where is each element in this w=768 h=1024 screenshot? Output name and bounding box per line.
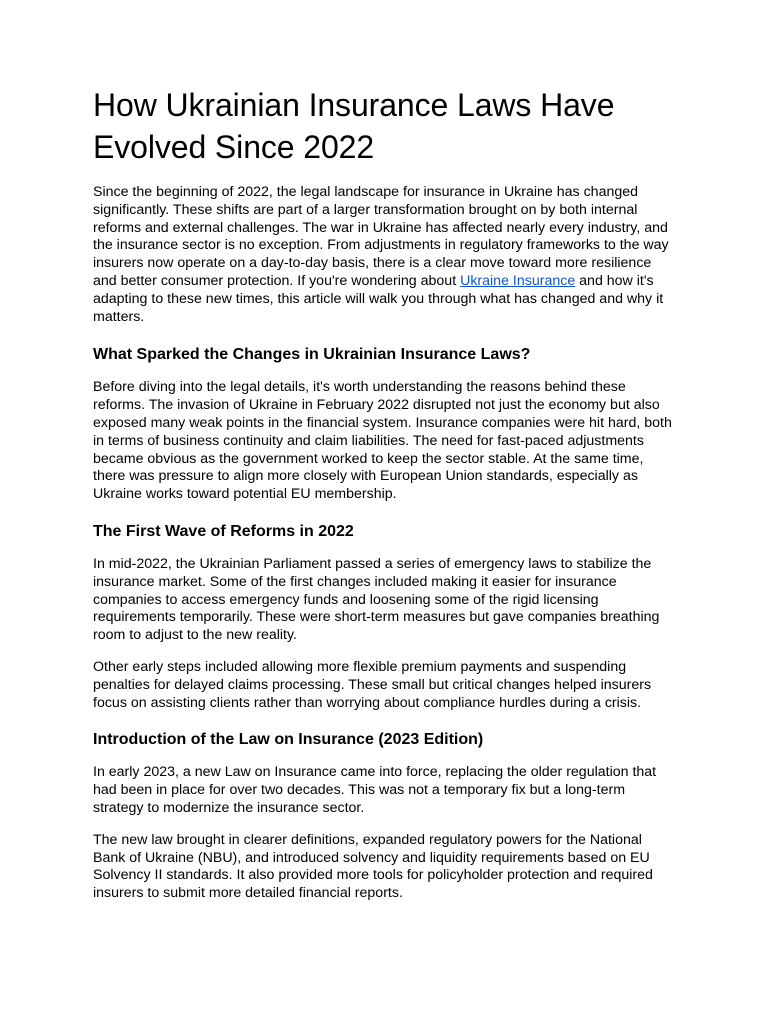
section-paragraph: Before diving into the legal details, it's worth understanding the reasons behind these reforms. The invasion of Ukraine in February 2022 disrupted not just the economy but also exposed many weak points in the financial system. Insurance companies were hit hard, both in terms of business continuity and claim liabilities. The need for fast-paced adjustments became obvious as the government worked to keep the sector stable. At the same time, there was pressure to align more closely with European Union standards, especially as Ukraine works toward potential EU membership. [93, 379, 672, 503]
section-paragraph: The new law brought in clearer definitions, expanded regulatory powers for the National Bank of Ukraine (NBU), and introduced solvency and liquidity requirements based on EU Solvency II standards. It also provided more tools for policyholder protection and required insurers to submit more detailed financial reports. [93, 831, 653, 902]
section-heading-law-on-insurance: Introduction of the Law on Insurance (2023 Edition) [93, 731, 484, 749]
article-title: How Ukrainian Insurance Laws Have Evolved Since 2022 [93, 87, 615, 165]
document-page [93, 84, 675, 903]
intro-text-after-link: and how it's adapting to these new times, this article will walk you through what has changed and why it matters. [93, 272, 664, 325]
intro-text-before-link: Since the beginning of 2022, the legal landscape for insurance in Ukraine has changed significantly. These shifts are part of a larger transformation brought on by both internal reforms and external challenges. The war in Ukraine has affected nearly every industry, and the insurance sector is no exception. From adjustments in regulatory frameworks to the way insurers now operate on a day-to-day basis, there is a clear move toward more resilience and better consumer protection. If you're wondering about [93, 184, 669, 289]
section-heading-first-wave: The First Wave of Reforms in 2022 [93, 522, 354, 540]
ukraine-insurance-link[interactable]: Ukraine Insurance [460, 272, 576, 289]
section-paragraph: In early 2023, a new Law on Insurance came into force, replacing the older regulation that had been in place for over two decades. This was not a temporary fix but a long-term strategy to modernize the insurance sector. [93, 764, 657, 816]
section-paragraph: Other early steps included allowing more flexible premium payments and suspending penalties for delayed claims processing. These small but critical changes helped insurers focus on assisting clients rather than worrying about compliance hurdles during a crisis. [93, 658, 652, 711]
section-paragraph: In mid-2022, the Ukrainian Parliament passed a series of emergency laws to stabilize the insurance market. Some of the first changes included making it easier for insurance companies to access emergency funds and loosening some of the rigid licensing requirements temporarily. These were short-term measures but gave companies breathing room to adjust to the new reality. [93, 555, 660, 644]
intro-paragraph [93, 184, 675, 326]
section-heading-what-sparked: What Sparked the Changes in Ukrainian Insurance Laws? [93, 346, 531, 364]
